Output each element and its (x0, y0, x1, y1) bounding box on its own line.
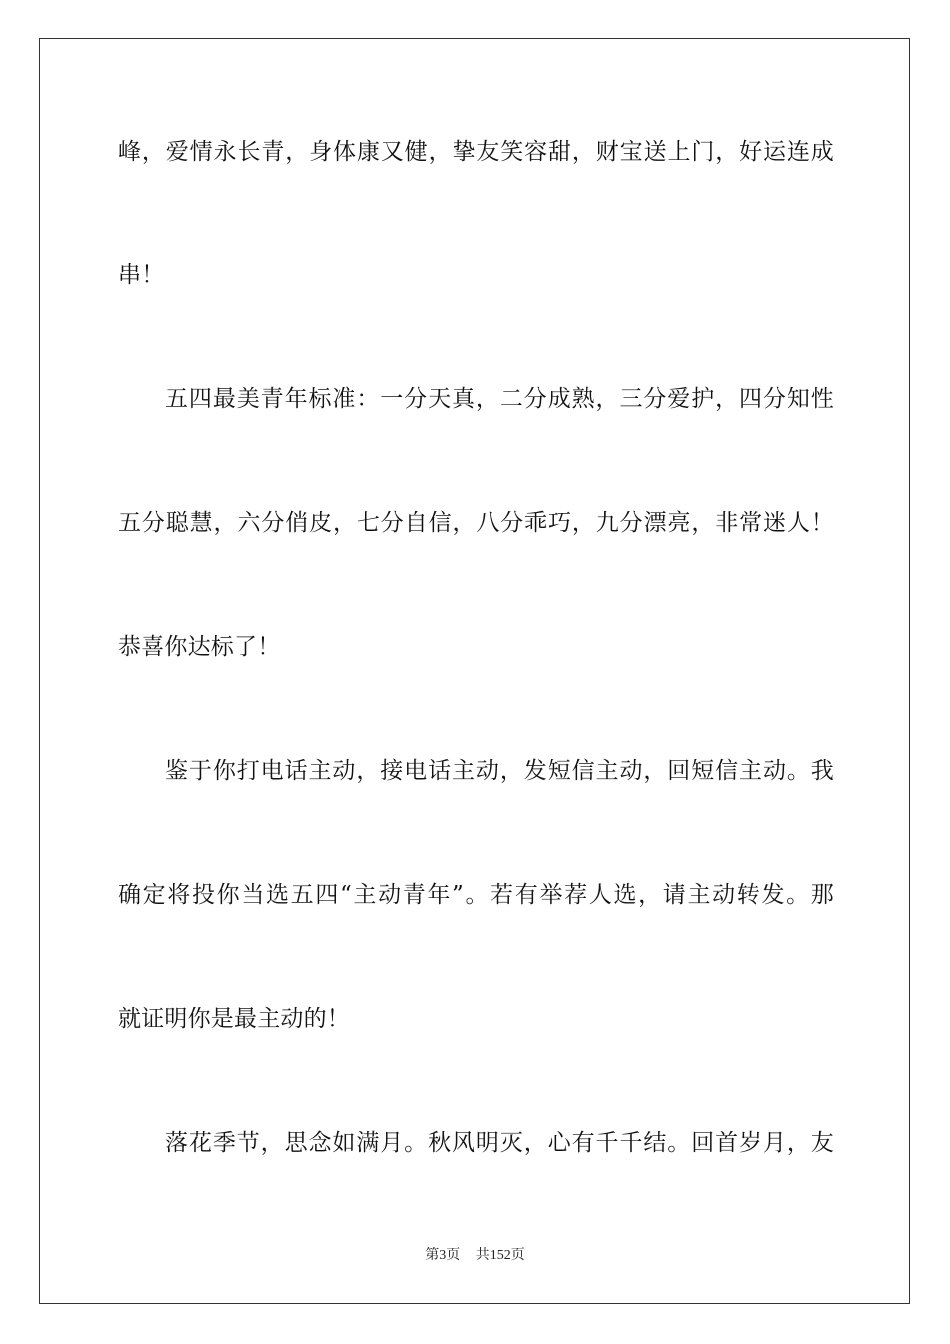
body-text-line: 五分聪慧，六分俏皮，七分自信，八分乖巧，九分漂亮，非常迷人！ (118, 510, 834, 536)
body-text-line: 峰，爱情永长青，身体康又健，挚友笑容甜，财宝送上门，好运连成 (118, 139, 834, 165)
body-text-line: 落花季节，思念如满月。秋风明灭，心有千千结。回首岁月，友 (165, 1130, 834, 1156)
page-total: 共152页 (475, 1248, 525, 1263)
page-border (39, 38, 910, 1304)
body-text-line: 串！ (118, 262, 165, 288)
body-text-line: 就证明你是最主动的！ (118, 1006, 350, 1032)
body-text-line: 恭喜你达标了！ (118, 634, 281, 660)
body-text-line: 确定将投你当选五四“主动青年”。若有举荐人选，请主动转发。那 (118, 882, 834, 908)
page-number: 第3页 (425, 1248, 461, 1263)
page-footer (0, 1247, 950, 1265)
body-text-line: 五四最美青年标准：一分天真，二分成熟，三分爱护，四分知性 (165, 386, 834, 412)
body-text-line: 鉴于你打电话主动，接电话主动，发短信主动，回短信主动。我 (165, 758, 834, 784)
